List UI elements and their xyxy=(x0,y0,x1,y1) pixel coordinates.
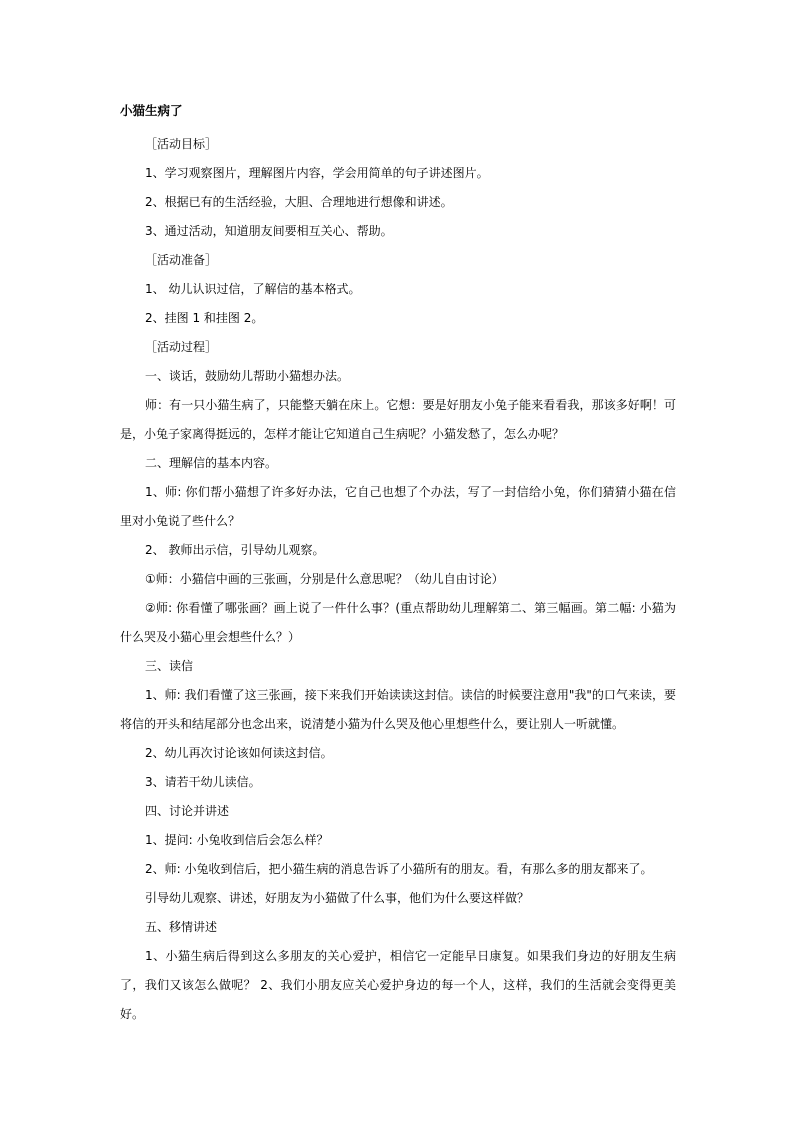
preparation-item-1: 1、 幼儿认识过信，了解信的基本格式。 xyxy=(145,282,361,296)
process-step-2-sub-1: ①师：小猫信中画的三张画，分别是什么意思呢？（幼儿自由讨论） xyxy=(145,572,504,586)
process-step-3-item-3: 3、请若干幼儿读信。 xyxy=(145,775,261,789)
section-heading-goals: ［活动目标］ xyxy=(145,137,218,151)
process-step-4-heading: 四、讨论并讲述 xyxy=(145,804,230,818)
section-heading-preparation: ［活动准备］ xyxy=(145,253,218,267)
process-step-2-heading: 二、理解信的基本内容。 xyxy=(145,456,278,470)
process-step-3-item-2: 2、幼儿再次讨论该如何读这封信。 xyxy=(145,746,333,760)
goal-item-1: 1、学习观察图片，理解图片内容，学会用简单的句子讲述图片。 xyxy=(145,166,489,180)
preparation-item-2: 2、挂图 1 和挂图 2。 xyxy=(145,311,264,325)
process-step-3-heading: 三、读信 xyxy=(145,659,194,673)
process-step-5-item-1: 1、小猫生病后得到这么多朋友的关心爱护，相信它一定能早日康复。如果我们身边的好朋友生病了，我们又该怎么做呢？ 2、我们小朋友应关心爱护身边的每一个人，这样，我们的生活就会变得更美好。 xyxy=(120,949,676,1021)
process-step-3-item-1: 1、师: 我们看懂了这三张画，接下来我们开始读读这封信。读信的时候要注意用"我"的口气来读，要将信的开头和结尾部分也念出来，说清楚小猫为什么哭及他心里想些什么，要让别人一听就懂。 xyxy=(120,688,676,731)
process-step-2-item-1: 1、师: 你们帮小猫想了许多好办法，它自己也想了个办法，写了一封信给小兔，你们猜猜小猫在信里对小兔说了些什么？ xyxy=(120,485,676,528)
process-step-1-heading: 一、谈话，鼓励幼儿帮助小猫想办法。 xyxy=(145,369,350,383)
goal-item-2: 2、根据已有的生活经验，大胆、合理地进行想像和讲述。 xyxy=(145,195,453,209)
process-step-4-item-1: 1、提问: 小兔收到信后会怎么样？ xyxy=(145,833,329,847)
process-step-5-heading: 五、移情讲述 xyxy=(145,920,218,934)
process-step-4-guidance: 引导幼儿观察、讲述，好朋友为小猫做了什么事，他们为什么要这样做？ xyxy=(145,891,530,905)
process-step-2-item-2: 2、 教师出示信，引导幼儿观察。 xyxy=(145,543,325,557)
process-step-2-sub-2: ②师: 你看懂了哪张画？画上说了一件什么事？(重点帮助幼儿理解第二、第三幅画。第二幅: 小猫为什么哭及小猫心里会想些什么？） xyxy=(120,601,676,644)
section-heading-process: ［活动过程］ xyxy=(145,340,218,354)
goal-item-3: 3、通过活动，知道朋友间要相互关心、帮助。 xyxy=(145,224,393,238)
document-body xyxy=(120,101,676,1029)
process-step-4-item-2: 2、师: 小兔收到信后，把小猫生病的消息告诉了小猫所有的朋友。看，有那么多的朋友都来了。 xyxy=(145,862,653,876)
document-title: 小猫生病了 xyxy=(120,103,183,118)
teacher-dialogue-paragraph: 师：有一只小猫生病了，只能整天躺在床上。它想：要是好朋友小兔子能来看看我，那该多好啊！可是，小兔子家离得挺远的，怎样才能让它知道自己生病呢？小猫发愁了，怎么办呢？ xyxy=(120,398,676,441)
